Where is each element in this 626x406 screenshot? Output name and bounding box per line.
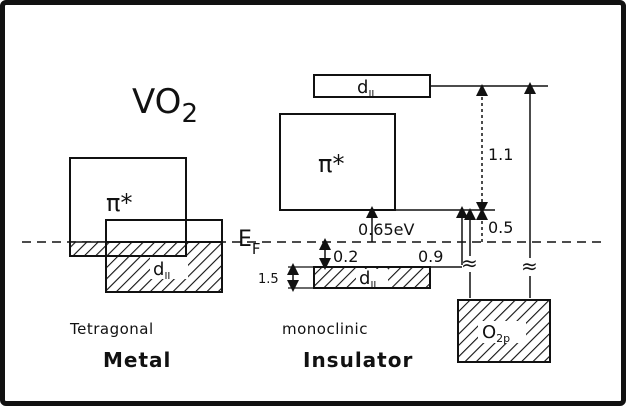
metal-pi-star-occupied (70, 242, 106, 256)
gap-label-02: 0.2 (333, 247, 359, 266)
insulator-d-upper-label: $d_{II}$ (357, 77, 375, 100)
gap-label-15: 1.5 (258, 272, 279, 287)
gap-label-065: 0.65eV (358, 220, 415, 239)
metal-d-band-empty (106, 220, 222, 242)
insulator-pi-star-label: π* (318, 150, 345, 178)
metal-d-label: $d_{II}$ (153, 259, 171, 282)
left-structure-label: Tetragonal (70, 320, 154, 338)
left-state-label: Metal (103, 348, 172, 372)
break-symbol-1: ≈ (461, 251, 478, 275)
o2p-label: $O_{2p}$ (482, 322, 511, 345)
break-symbol-2: ≈ (521, 254, 538, 278)
title: $VO_2$ (132, 82, 198, 129)
right-state-label: Insulator (303, 348, 414, 372)
insulator-d-lower-label: $d_{II}$ (359, 268, 377, 291)
right-structure-label: monoclinic (282, 320, 368, 338)
metal-pi-star-label: π* (106, 189, 133, 217)
gap-label-11: 1.1 (488, 145, 514, 164)
gap-label-05: 0.5 (488, 218, 514, 237)
gap-label-09: 0.9 (418, 247, 444, 266)
fermi-label: $E_F$ (238, 227, 261, 258)
